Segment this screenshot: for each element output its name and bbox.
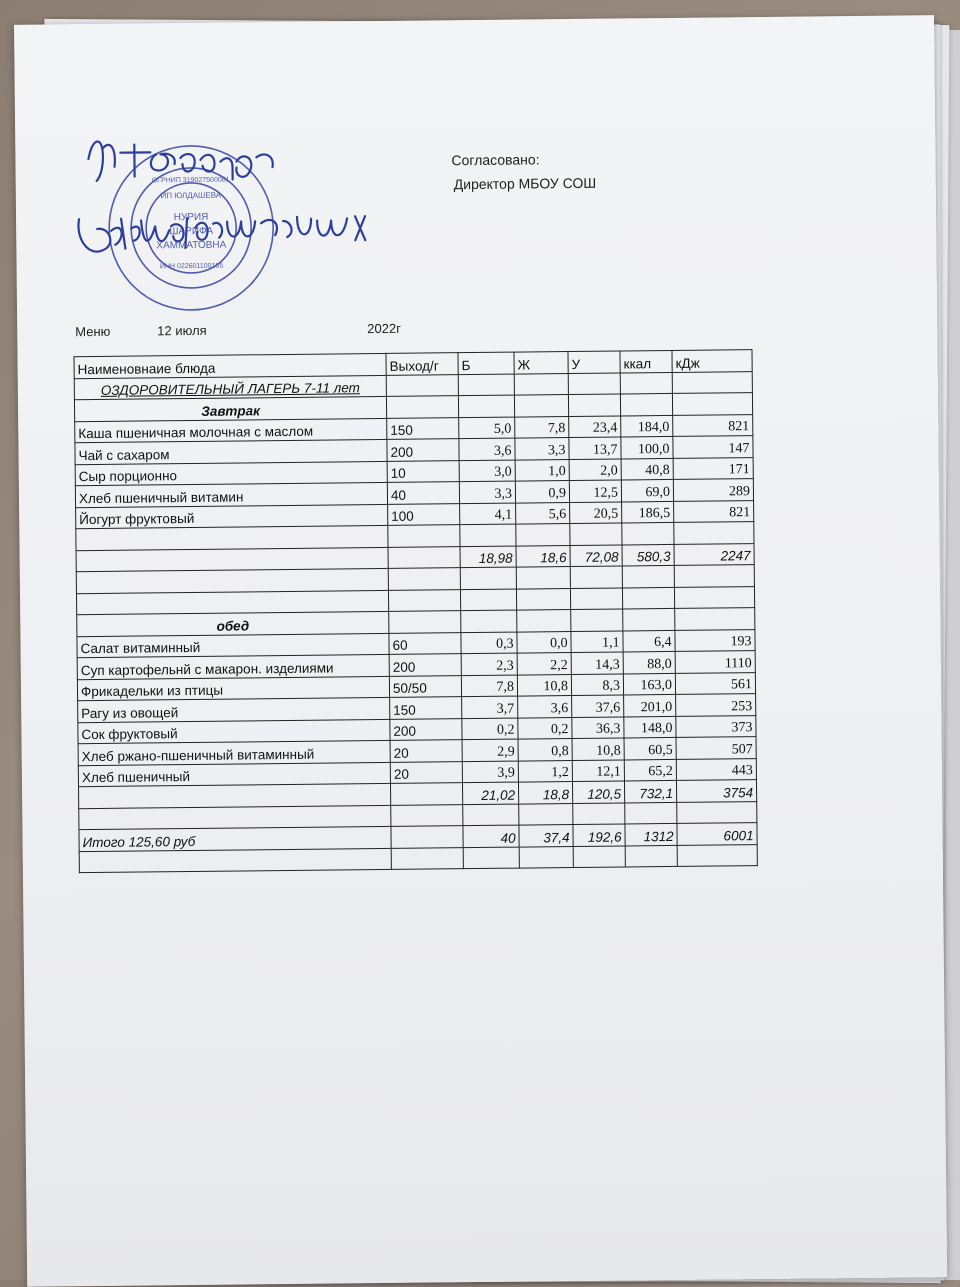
table-cell: [568, 372, 620, 394]
dish-name-cell: Каша пшеничная молочная с маслом: [75, 418, 387, 443]
kj-cell: 6001: [677, 823, 757, 845]
fat-cell: 3,6: [518, 696, 572, 718]
stamp-line-6: ИНН 022601100165: [159, 262, 224, 271]
table-cell: [573, 845, 625, 867]
table-cell: [391, 847, 463, 869]
table-cell: [463, 804, 519, 826]
kj-cell: 507: [676, 737, 756, 759]
kj-cell: 2247: [674, 543, 754, 565]
dish-name-cell: Сок фруктовый: [78, 719, 390, 744]
protein-cell: 18,98: [460, 546, 516, 568]
kcal-cell: 60,5: [624, 737, 676, 759]
table-cell: [623, 608, 675, 630]
table-cell: [388, 589, 460, 611]
column-header: ккал: [620, 350, 672, 372]
table-cell: [568, 394, 620, 416]
protein-cell: 21,02: [462, 782, 518, 804]
yield-cell: 60: [389, 632, 461, 654]
kcal-cell: 732,1: [624, 780, 676, 802]
yield-cell: 150: [390, 697, 462, 719]
table-cell: [672, 393, 752, 415]
table-cell: [674, 522, 754, 544]
table-cell: [514, 373, 568, 395]
dish-name-cell: Хлеб пшеничный витамин: [75, 482, 387, 507]
table-cell: [570, 566, 622, 588]
kcal-cell: 6,4: [623, 630, 675, 652]
table-cell: [516, 588, 570, 610]
fat-cell: 3,3: [515, 438, 569, 460]
table-cell: [620, 393, 672, 415]
yield-cell: [388, 546, 460, 568]
table-cell: [620, 372, 672, 394]
kcal-cell: 88,0: [623, 651, 675, 673]
yield-cell: 100: [388, 503, 460, 525]
carbs-cell: 37,6: [572, 695, 624, 717]
table-cell: [514, 395, 568, 417]
approval-signature-stamp: [60, 116, 422, 330]
table-cell: [388, 525, 460, 547]
table-cell: [516, 567, 570, 589]
protein-cell: 0,3: [461, 632, 517, 654]
fat-cell: 1,2: [518, 760, 572, 782]
stamp-line-1: ИП ЮЛДАШЕВА: [160, 190, 222, 201]
table-cell: [570, 587, 622, 609]
table-cell: [461, 610, 517, 632]
table-cell: [389, 611, 461, 633]
yield-cell: [391, 826, 463, 848]
dish-name-cell: Чай с сахаром: [75, 439, 387, 464]
table-cell: Завтрак: [74, 396, 386, 421]
table-cell: [625, 845, 677, 867]
protein-cell: 0,2: [462, 718, 518, 740]
fat-cell: 5,6: [516, 502, 570, 524]
carbs-cell: 13,7: [569, 437, 621, 459]
table-cell: [516, 524, 570, 546]
carbs-cell: 36,3: [572, 716, 624, 738]
carbs-cell: 120,5: [572, 781, 624, 803]
fat-cell: 2,2: [517, 653, 571, 675]
protein-cell: 3,0: [459, 460, 515, 482]
table-cell: [460, 524, 516, 546]
protein-cell: 3,6: [459, 438, 515, 460]
table-cell: [458, 374, 514, 396]
table-cell: [571, 609, 623, 631]
yield-cell: 20: [390, 761, 462, 783]
carbs-cell: 14,3: [571, 652, 623, 674]
menu-date: 12 июля: [157, 322, 207, 339]
kj-cell: 443: [676, 758, 756, 780]
column-header: Наименовнаие блюда: [74, 353, 386, 378]
yield-cell: [390, 783, 462, 805]
table-cell: [391, 804, 463, 826]
dish-name-cell: Салат витаминный: [77, 633, 389, 658]
carbs-cell: 192,6: [573, 824, 625, 846]
kj-cell: 821: [673, 414, 753, 436]
dish-name-cell: Хлеб ржано-пшеничный витаминный: [78, 740, 390, 765]
table-cell: [677, 801, 757, 823]
carbs-cell: 20,5: [570, 501, 622, 523]
dish-name-cell: Рагу из овощей: [78, 697, 390, 722]
yield-cell: 150: [387, 417, 459, 439]
kcal-cell: 186,5: [622, 501, 674, 523]
table-cell: [625, 802, 677, 824]
stamp-line-3: ШАРИФА: [169, 225, 214, 238]
table-cell: [573, 802, 625, 824]
carbs-cell: 8,3: [571, 673, 623, 695]
table-cell: [460, 589, 516, 611]
fat-cell: 7,8: [515, 416, 569, 438]
protein-cell: 3,7: [462, 696, 518, 718]
carbs-cell: 10,8: [572, 738, 624, 760]
table-cell: [672, 371, 752, 393]
column-header: кДж: [672, 350, 752, 372]
kj-cell: 561: [675, 672, 755, 694]
table-cell: [675, 608, 755, 630]
kcal-cell: 69,0: [621, 479, 673, 501]
kcal-cell: 184,0: [621, 415, 673, 437]
table-cell: [388, 568, 460, 590]
kj-cell: 253: [676, 694, 756, 716]
protein-cell: 2,3: [461, 653, 517, 675]
menu-document: [14, 15, 947, 1287]
table-cell: ОЗДОРОВИТЕЛЬНЫЙ ЛАГЕРЬ 7-11 лет: [74, 375, 386, 400]
protein-cell: 40: [463, 825, 519, 847]
kj-cell: 171: [673, 457, 753, 479]
table-cell: [622, 522, 674, 544]
fat-cell: 10,8: [517, 674, 571, 696]
dish-name-cell: Суп картофельнй с макарон. изделиями: [77, 654, 389, 679]
kcal-cell: 163,0: [623, 673, 675, 695]
table-cell: [570, 523, 622, 545]
dish-name-cell: Фрикадельки из птицы: [77, 676, 389, 701]
fat-cell: 0,9: [515, 481, 569, 503]
column-header: Б: [458, 352, 514, 374]
yield-cell: 200: [390, 718, 462, 740]
kcal-cell: 580,3: [622, 544, 674, 566]
carbs-cell: 2,0: [569, 458, 621, 480]
protein-cell: 3,9: [462, 761, 518, 783]
dish-name-cell: Итого 125,60 руб: [79, 826, 391, 851]
carbs-cell: 12,1: [572, 759, 624, 781]
column-header: Выход/г: [386, 353, 458, 375]
protein-cell: 3,3: [459, 481, 515, 503]
table-cell: [79, 848, 391, 873]
kj-cell: 289: [673, 479, 753, 501]
agreed-label: Согласовано:: [451, 151, 540, 169]
protein-cell: 7,8: [461, 675, 517, 697]
menu-label: Меню: [75, 323, 111, 340]
yield-cell: 50/50: [389, 675, 461, 697]
kcal-cell: 40,8: [621, 458, 673, 480]
table-cell: [622, 565, 674, 587]
protein-cell: 5,0: [459, 417, 515, 439]
kcal-cell: 1312: [625, 823, 677, 845]
dish-name-cell: Сыр порционно: [75, 461, 387, 486]
table-cell: [674, 565, 754, 587]
table-cell: обед: [77, 611, 389, 636]
kj-cell: 193: [675, 629, 755, 651]
table-cell: [517, 610, 571, 632]
column-header: У: [568, 351, 620, 373]
table-cell: [622, 587, 674, 609]
yield-cell: 40: [387, 482, 459, 504]
kj-cell: 3754: [676, 780, 756, 802]
column-header: Ж: [514, 352, 568, 374]
yield-cell: 200: [387, 439, 459, 461]
fat-cell: 1,0: [515, 459, 569, 481]
fat-cell: 18,6: [516, 545, 570, 567]
protein-cell: 2,9: [462, 739, 518, 761]
stamp-line-5: ОГРНИП 319027500081: [151, 176, 230, 185]
fat-cell: 37,4: [519, 825, 573, 847]
table-cell: [458, 395, 514, 417]
stamp-line-4: ХАММАТОВНА: [156, 239, 227, 252]
fat-cell: 0,2: [518, 717, 572, 739]
protein-cell: 4,1: [460, 503, 516, 525]
fat-cell: 0,0: [517, 631, 571, 653]
carbs-cell: 12,5: [569, 480, 621, 502]
table-cell: [677, 844, 757, 866]
table-cell: [519, 846, 573, 868]
kcal-cell: 65,2: [624, 759, 676, 781]
dish-name-cell: Хлеб пшеничный: [78, 762, 390, 787]
yield-cell: 10: [387, 460, 459, 482]
carbs-cell: 1,1: [571, 630, 623, 652]
kj-cell: 147: [673, 436, 753, 458]
yield-cell: 200: [389, 654, 461, 676]
fat-cell: 0,8: [518, 739, 572, 761]
table-cell: [460, 567, 516, 589]
kcal-cell: 148,0: [624, 716, 676, 738]
menu-table: [73, 349, 757, 873]
director-label: Директор МБОУ СОШ: [453, 174, 597, 193]
kcal-cell: 201,0: [624, 694, 676, 716]
table-cell: [674, 586, 754, 608]
table-cell: [463, 847, 519, 869]
table-cell: [519, 803, 573, 825]
kj-cell: 821: [674, 500, 754, 522]
dish-name-cell: Йогурт фруктовый: [76, 504, 388, 529]
carbs-cell: 72,08: [570, 544, 622, 566]
kcal-cell: 100,0: [621, 436, 673, 458]
kj-cell: 373: [676, 715, 756, 737]
carbs-cell: 23,4: [569, 415, 621, 437]
fat-cell: 18,8: [518, 782, 572, 804]
stamp-line-2: НУРИЯ: [173, 211, 209, 224]
menu-year: 2022г: [367, 320, 401, 337]
table-cell: [386, 396, 458, 418]
yield-cell: 20: [390, 740, 462, 762]
table-cell: [386, 374, 458, 396]
kj-cell: 1110: [675, 651, 755, 673]
